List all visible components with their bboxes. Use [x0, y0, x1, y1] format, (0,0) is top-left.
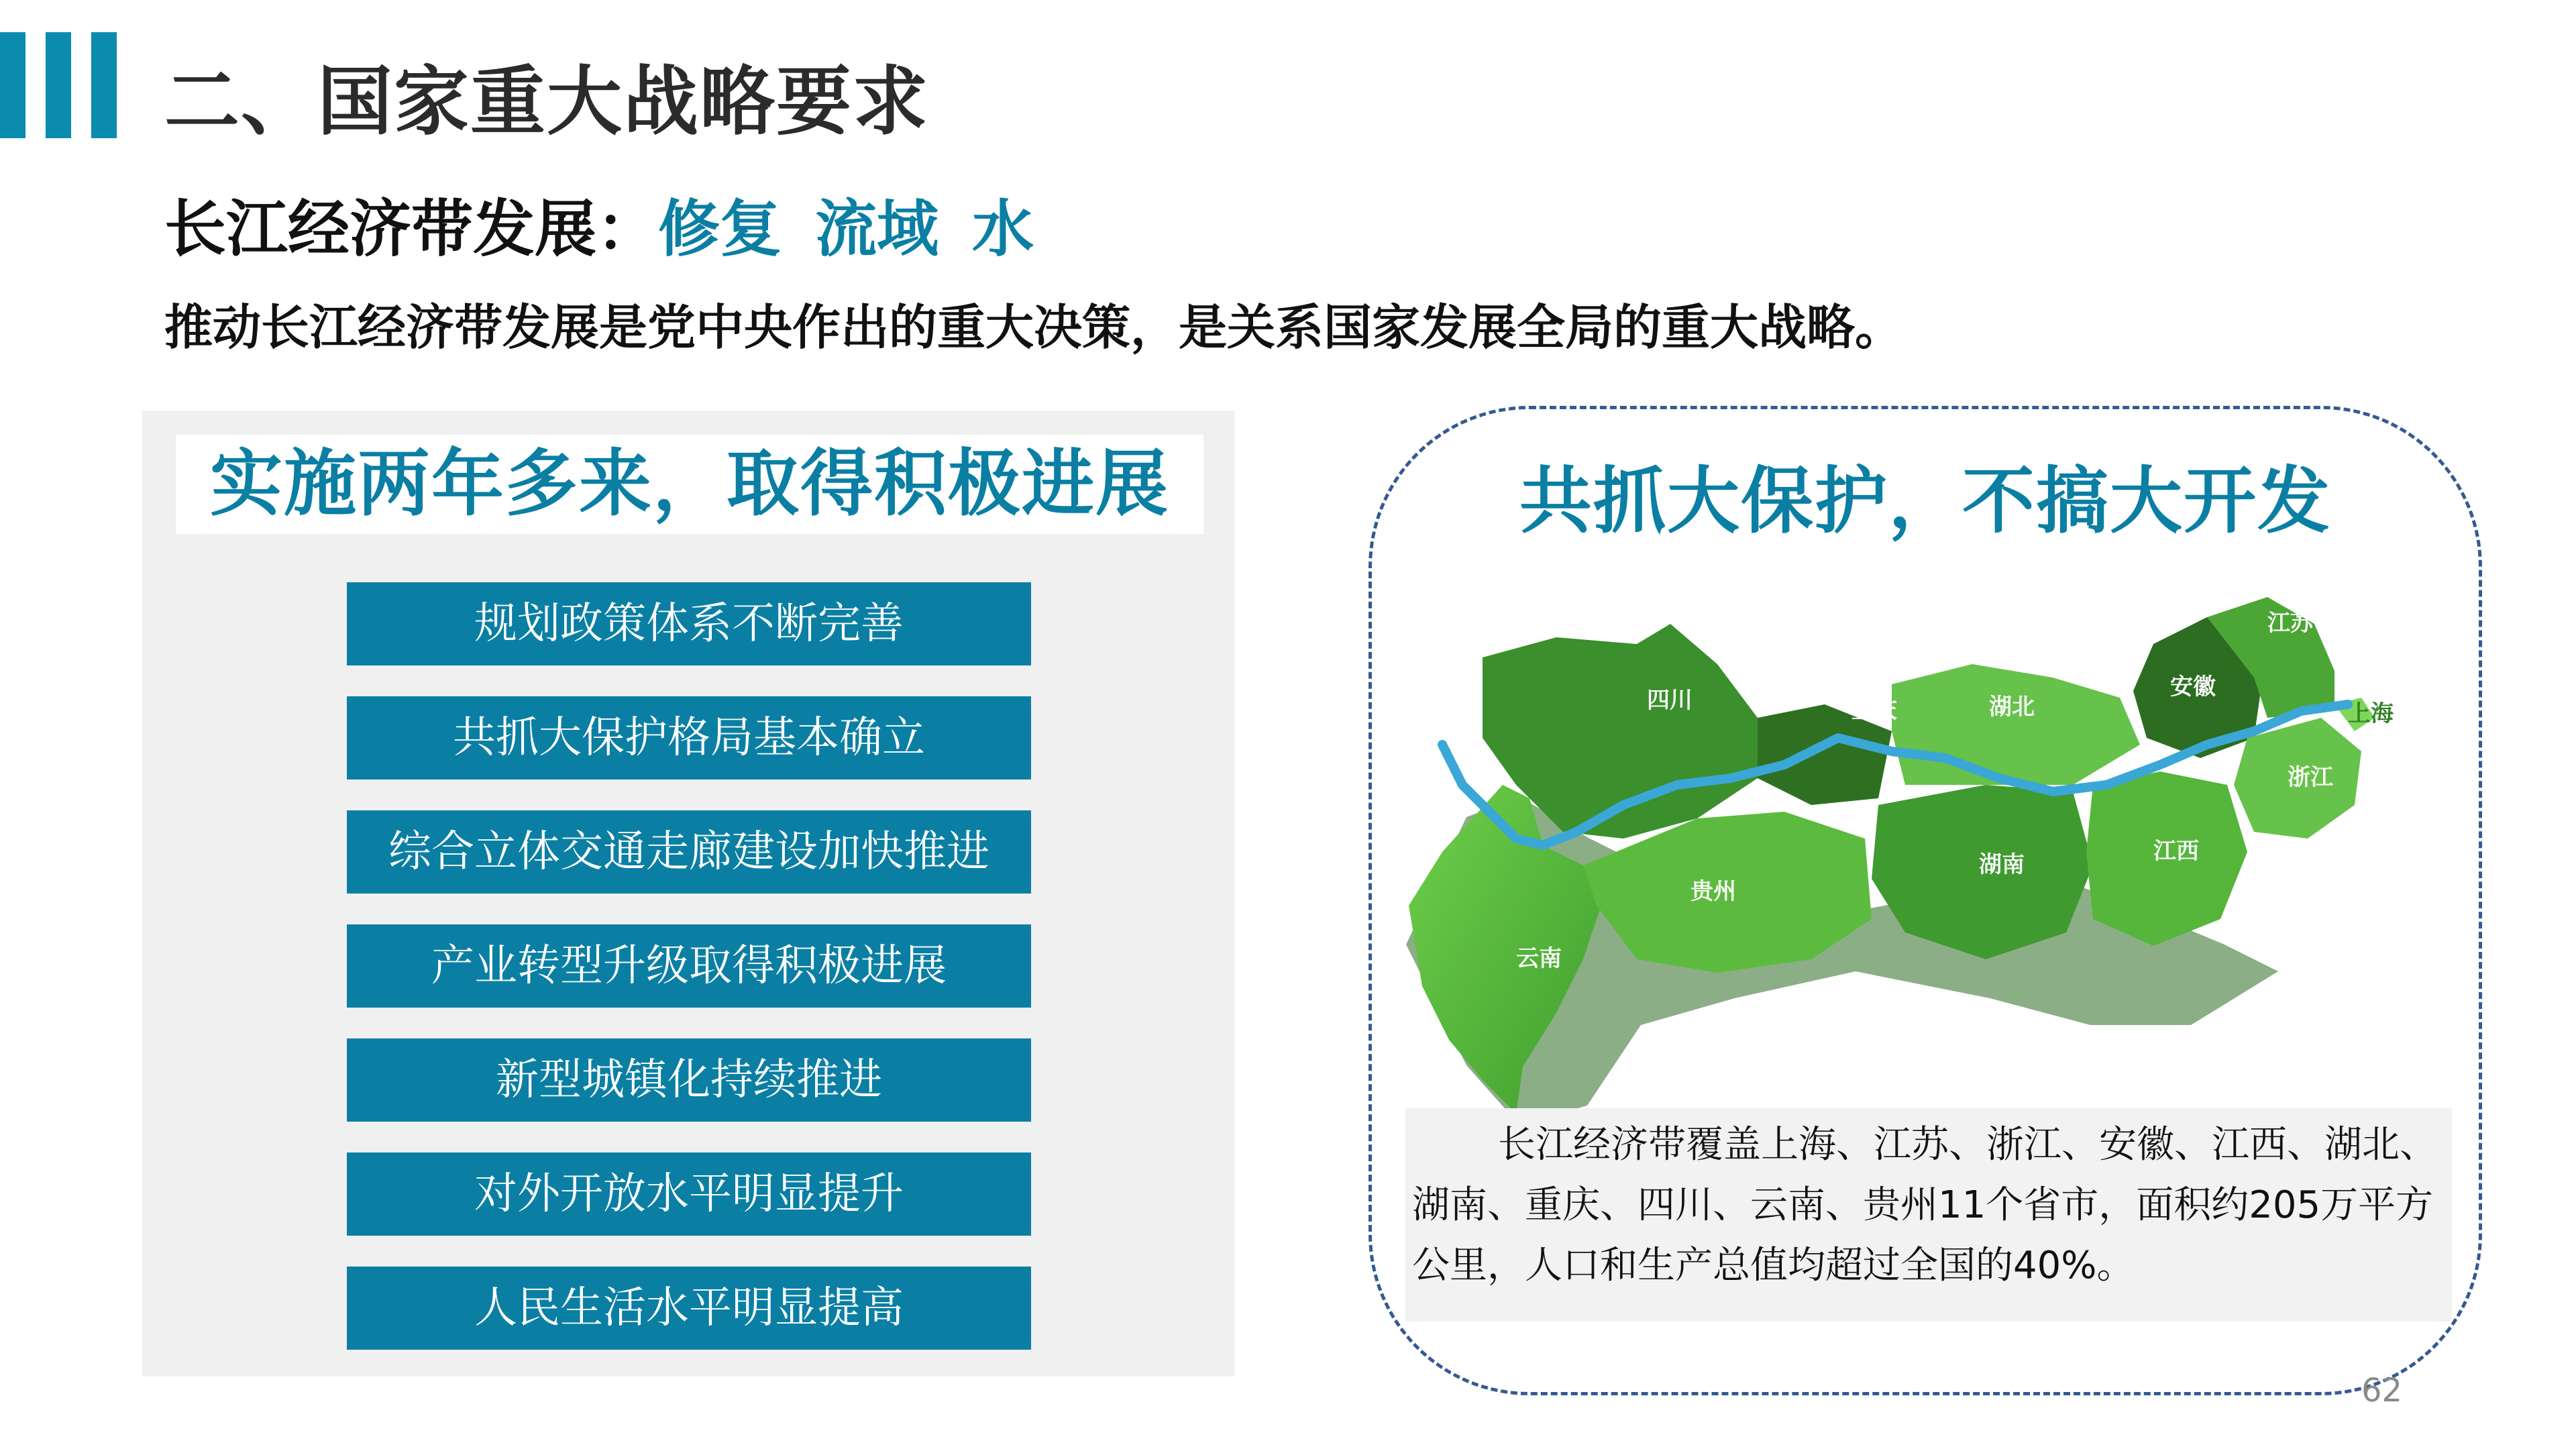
region-hubei [1892, 664, 2140, 785]
progress-item: 产业转型升级取得积极进展 [347, 924, 1031, 1008]
progress-item: 综合立体交通走廊建设加快推进 [347, 810, 1031, 894]
map-label-hunan: 湖南 [1979, 851, 2025, 878]
protection-heading: 共抓大保护，不搞大开发 [1519, 460, 2331, 543]
map-label-shanghai: 上海 [2348, 700, 2394, 727]
yangtze-map [1382, 584, 2482, 1114]
description: 推动长江经济带发展是党中央作出的重大决策，是关系国家发展全局的重大战略。 [164, 299, 1904, 356]
progress-item: 对外开放水平明显提升 [347, 1152, 1031, 1236]
progress-item: 规划政策体系不断完善 [347, 582, 1031, 665]
page-title: 二、国家重大战略要求 [164, 58, 929, 146]
yangtze-map-svg [1382, 584, 2482, 1114]
map-label-chongqing: 重庆 [1851, 697, 1897, 724]
progress-heading: 实施两年多来，取得积极进展 [176, 435, 1203, 534]
subtitle-keyword: 流域 [815, 193, 939, 265]
subtitle-lead: 长江经济带发展： [164, 193, 659, 265]
progress-item: 人民生活水平明显提高 [347, 1267, 1031, 1350]
subtitle [164, 180, 1067, 268]
subtitle-keyword: 修复 [658, 193, 782, 265]
progress-item: 新型城镇化持续推进 [347, 1038, 1031, 1122]
map-label-jiangsu: 江苏 [2267, 610, 2313, 637]
map-label-zhejiang: 浙江 [2288, 764, 2333, 791]
subtitle-keyword: 水 [972, 193, 1034, 265]
caption-box [1405, 1108, 2452, 1322]
map-label-anhui: 安徽 [2170, 674, 2216, 700]
caption-text: 长江经济带覆盖上海、江苏、浙江、安徽、江西、湖北、湖南、重庆、四川、云南、贵州11个省市，面积约205万平方公里，人口和生产总值均超过全国的40%。 [1412, 1123, 2437, 1287]
logo-bar [46, 32, 71, 138]
logo-bar [91, 32, 117, 138]
page-number: 62 [2361, 1372, 2403, 1409]
progress-item: 共抓大保护格局基本确立 [347, 696, 1031, 780]
progress-panel [142, 411, 1234, 1377]
map-label-guizhou: 贵州 [1690, 878, 1736, 905]
map-label-jiangxi: 江西 [2153, 838, 2199, 865]
map-label-hubei: 湖北 [1989, 694, 2035, 720]
map-label-sichuan: 四川 [1647, 687, 1693, 714]
logo-bar [0, 32, 25, 138]
map-label-yunnan: 云南 [1516, 945, 1562, 972]
